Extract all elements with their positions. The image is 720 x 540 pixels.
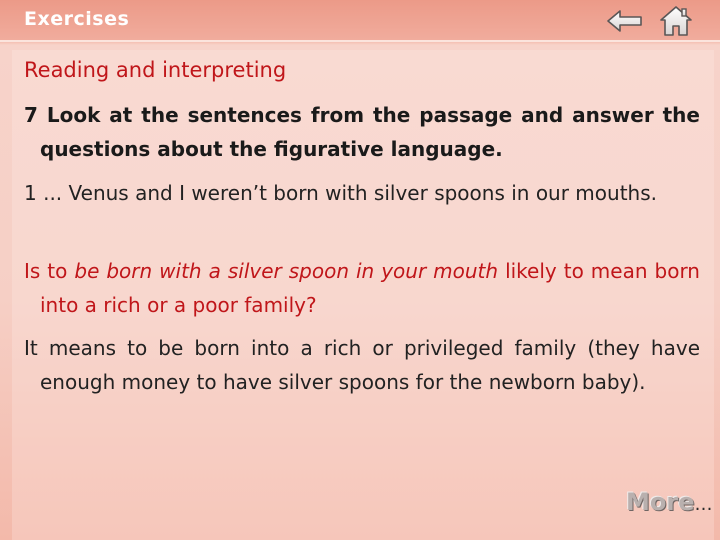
item-number: 1 bbox=[24, 181, 37, 205]
question-heading: 7 Look at the sentences from the passage and answer the questions about the figurative language. bbox=[24, 103, 700, 161]
home-icon bbox=[658, 4, 694, 38]
back-button[interactable] bbox=[606, 9, 644, 33]
question-prompt bbox=[24, 254, 700, 322]
question-item bbox=[24, 176, 700, 210]
more-ellipsis: … bbox=[694, 494, 713, 515]
home-button[interactable] bbox=[658, 4, 694, 38]
answer-text: It means to be born into a rich or privileged family (they have enough money to have silver spoons for the newborn baby). bbox=[24, 336, 700, 394]
left-arrow-icon bbox=[606, 9, 644, 33]
more-label: More bbox=[626, 488, 695, 516]
header-divider bbox=[0, 40, 720, 42]
more-button[interactable] bbox=[626, 488, 712, 516]
prompt-phrase: be born with a silver spoon in your mouth bbox=[74, 259, 499, 283]
prompt-tail: likely to mean born into a rich or a poor family? bbox=[40, 259, 700, 317]
section-title: Reading and interpreting bbox=[24, 58, 287, 82]
header-title: Exercises bbox=[24, 8, 130, 30]
item-text: ... Venus and I weren’t born with silver spoons in our mouths. bbox=[43, 181, 657, 205]
prompt-lead: Is to bbox=[24, 259, 75, 283]
